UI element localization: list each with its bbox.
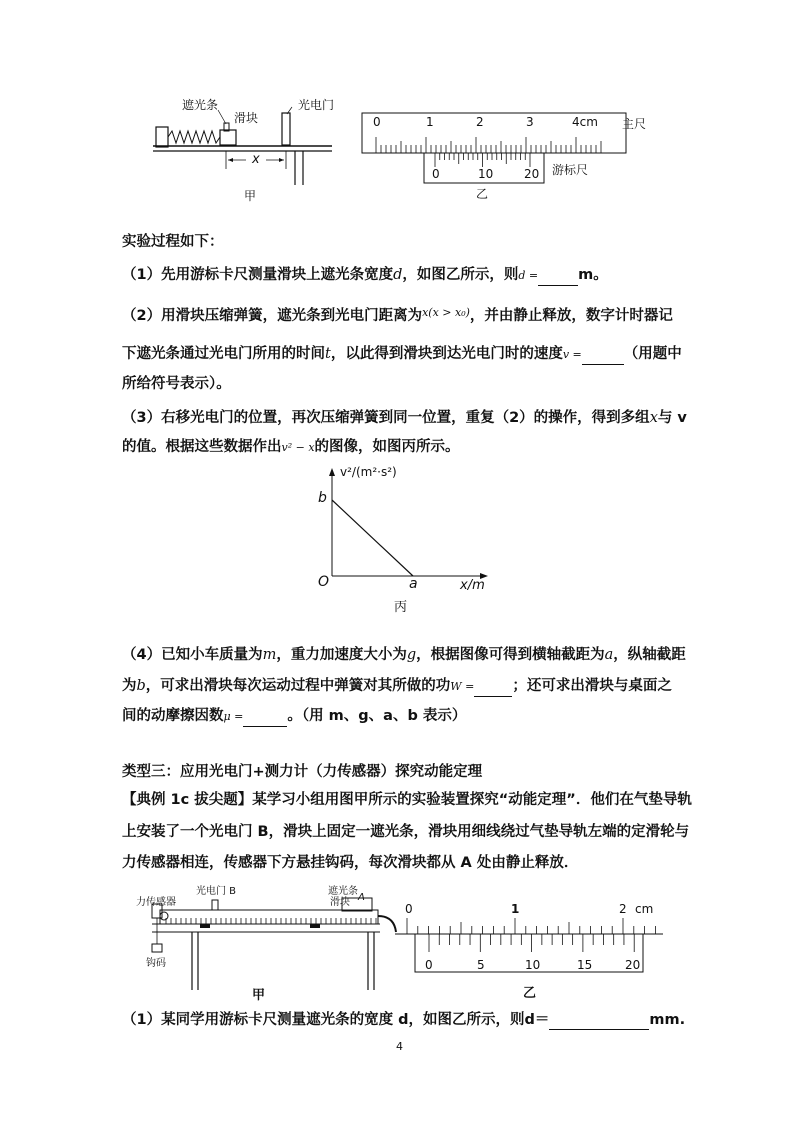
intro-line: 实验过程如下： [122, 234, 224, 250]
fig2-label-slider: 滑块 [330, 897, 350, 908]
graph-caption: 丙 [394, 600, 408, 615]
fig2-label-A: A [358, 892, 365, 903]
page-number: 4 [396, 1040, 403, 1053]
graph-line [332, 500, 413, 576]
fig2-apparatus [132, 880, 402, 1003]
fig2-label-sensor: 力传感器 [136, 897, 176, 908]
vernier2-vern-15: 15 [577, 958, 593, 972]
q2-line3: 所给符号表示）。 [122, 376, 231, 392]
q1-line: （1）先用游标卡尺测量滑块上遮光条宽度d，如图乙所示，则d = m。 [122, 265, 682, 286]
caption-yi-1: 乙 [476, 187, 489, 201]
vernier2-main-0: 0 [405, 902, 413, 916]
caption-jia-2: 甲 [252, 988, 266, 1003]
vernier1-main-0: 0 [373, 115, 381, 129]
caption-yi-2: 乙 [523, 986, 537, 1001]
q2-answer-blank[interactable] [582, 348, 624, 365]
label-photogate: 光电门 [298, 98, 335, 112]
graph-origin: O [318, 574, 330, 590]
label-x: x [252, 152, 260, 167]
example-line2: 上安装了一个光电门 B，滑块上固定一遮光条，滑块用细线绕过气垫导轨左端的定滑轮与 [122, 824, 690, 840]
graph-a: a [409, 576, 418, 592]
q3-line2: 的值。根据这些数据作出v² − x的图像，如图丙所示。 [122, 439, 460, 455]
last-answer-blank[interactable] [549, 1013, 649, 1030]
fig2-vernier [395, 898, 665, 1001]
label-slider: 滑块 [234, 111, 259, 125]
vernier2-vern-0: 0 [425, 958, 433, 972]
section-type3: 类型三：应用光电门+测力计（力传感器）探究动能定理 [122, 764, 483, 780]
graph-xlabel: x/m [460, 578, 485, 593]
fig2-label-strip: 遮光条 [328, 886, 358, 897]
vernier1-main-1: 1 [426, 115, 434, 129]
q4-line2: 为b，可求出滑块每次运动过程中弹簧对其所做的功W = ；还可求出滑块与桌面之 [122, 676, 682, 697]
fig2-label-gate: 光电门 B [196, 886, 237, 897]
caption-jia-1: 甲 [244, 189, 257, 203]
vernier2-vern-20: 20 [625, 958, 641, 972]
q2-line1: （2）用滑块压缩弹簧，遮光条到光电门距离为$^{x(x > x_0)}$，并由静止释放，数字计时器记 [122, 306, 673, 324]
graph-b: b [318, 490, 327, 506]
q3-line1: （3）右移光电门的位置，再次压缩弹簧到同一位置，重复（2）的操作，得到多组x与 v [122, 410, 687, 426]
graph-ylabel: v²/(m²·s²) [340, 465, 397, 479]
vernier2-main-2: 2 [619, 902, 627, 916]
q1-answer-blank[interactable] [538, 269, 578, 286]
fig2-label-weight: 钩码 [146, 958, 166, 969]
label-strip: 遮光条 [182, 98, 219, 112]
vernier1-label: 游标尺 [552, 163, 589, 177]
q4-mu-blank[interactable] [243, 710, 287, 727]
vernier1-main-2: 2 [476, 115, 484, 129]
q4-W-blank[interactable] [474, 680, 512, 697]
vernier1-main-label: 主尺 [622, 117, 647, 131]
vernier1-main-3: 3 [526, 115, 534, 129]
vernier1-vern-0: 0 [432, 167, 440, 181]
last-line: （1）某同学用游标卡尺测量遮光条的宽度 d，如图乙所示，则d＝ mm. [122, 1012, 686, 1028]
vernier2-vern-10: 10 [525, 958, 541, 972]
q4-line1: （4）已知小车质量为m，重力加速度大小为g，根据图像可得到横轴截距为a，纵轴截距 [122, 647, 686, 663]
example-line3: 力传感器相连，传感器下方悬挂钩码，每次滑块都从 A 处由静止释放． [122, 855, 579, 871]
vernier2-vern-5: 5 [477, 958, 485, 972]
vernier1-vern-10: 10 [478, 167, 494, 181]
example-line1: 【典例 1c 拔尖题】某学习小组用图甲所示的实验装置探究“动能定理”．他们在气垫导轨 [122, 792, 692, 808]
vernier1-vern-20: 20 [524, 167, 540, 181]
graph-bing [310, 460, 500, 620]
fig1-vernier [360, 105, 660, 200]
vernier2-main-1: 1 [511, 902, 520, 916]
q2-line2: 下遮光条通过光电门所用的时间t，以此得到滑块到达光电门时的速度v = （用题中 [122, 344, 682, 365]
vernier2-main-unit: cm [635, 902, 654, 916]
fig1-apparatus [150, 95, 340, 205]
q4-line3: 间的动摩擦因数μ = 。（用 m、g、a、b 表示） [122, 706, 682, 727]
vernier1-main-4: 4cm [572, 115, 598, 129]
